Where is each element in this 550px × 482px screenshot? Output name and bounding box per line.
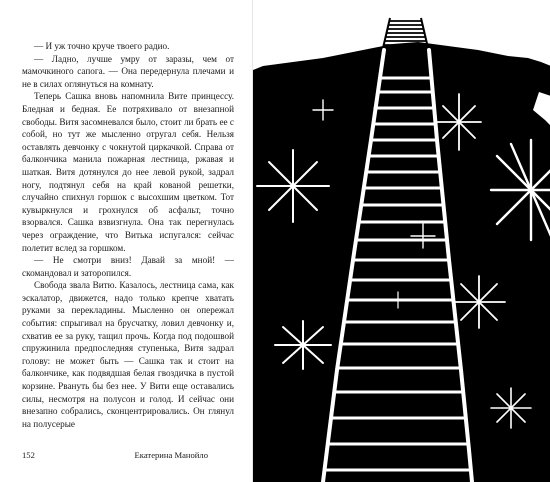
paragraph: — И уж точно круче твоего радио.: [34, 41, 170, 51]
page-number: 152: [22, 450, 35, 460]
left-page: [0, 0, 252, 482]
paragraph: Теперь Сашка вновь напомнила Вите принцессу. Бледная и бедная. Ее потряхивало от внезапной свободы. Витя засомневался было, стоит ли брать ее с собой, но тут же мысленно отругал себя. Нельзя оставлять девчонку с чокнутой циркачкой. Справа от балкончика манила пожарная лестница, ржавая и шаткая. Витя дотянулся до нее левой рукой, задрал ногу, подтянул себя на край кованой решетки, случайно спихнул горшок с высохшим цветком. Тот кувыркнулся и грохнулся об асфальт, точно взорвался. Сашка взвизгнула. Она так перегнулась через ограждение, что Витька испугался: сейчас полетит вслед за горшком.: [22, 91, 234, 253]
star: [453, 276, 505, 328]
body-text: [22, 40, 234, 430]
running-author: Екатерина Манойло: [134, 450, 208, 460]
paragraph: — Ладно, лучше умру от заразы, чем от мамочкиного сапога. — Она передернула плечами и не в силах оглянуться на комнату.: [22, 53, 234, 89]
right-page: [252, 0, 550, 482]
paragraph: — Не смотри вниз! Давай за мной! — скомандовал и заторопился.: [22, 255, 234, 278]
upper-ladder-rungs: [384, 21, 428, 45]
star: [275, 321, 331, 369]
page-footer: [22, 450, 234, 460]
paragraph: Свобода звала Витю. Казалось, лестница сама, как эскалатор, движется, надо только крепче хватать руками за перекладины. Мысленно он опережал события: спрыгивал на брусчатку, ловил девчонку и, схватив ее за руку, тащил прочь. Когда под подошвой спружинила предпоследняя ступенька, Витя задрал голову: не может быть — Сашка так и стоит на балкончике, как подвядшая белая гвоздичка в пустой корзине. Рвануть бы без нее. У Вити еще оставались силы, несмотря на полусон и голод. И сейчас они внезапно собрались, сконцентрировались. Он глянул на полусерые: [22, 280, 234, 429]
night-ladder-illustration: [253, 0, 550, 482]
star: [491, 388, 531, 428]
